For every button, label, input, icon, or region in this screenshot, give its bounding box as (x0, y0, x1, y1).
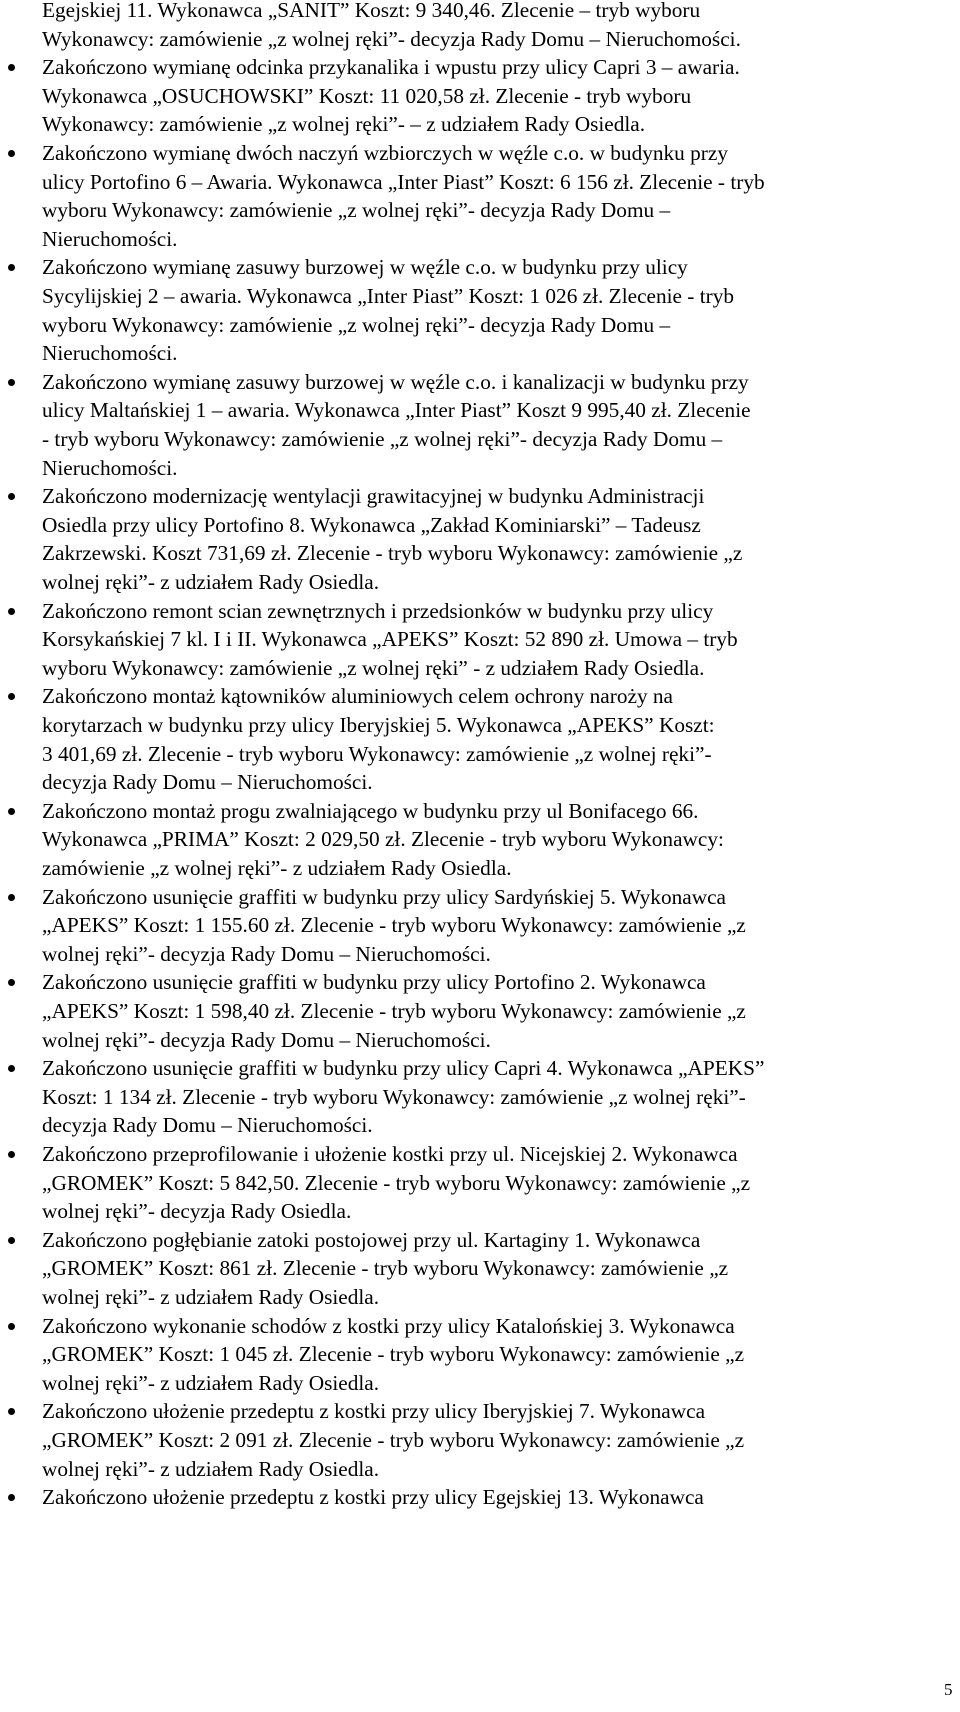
text-line: Wykonawcy: zamówienie „z wolnej ręki”- – z udziałem Rady Osiedla. (42, 112, 646, 137)
text-line: Nieruchomości. (42, 226, 178, 251)
text-line: Egejskiej 11. Wykonawca „SANIT” Koszt: 9 340,46. Zlecenie – tryb wyboru (42, 0, 701, 22)
text-line: Zakończono ułożenie przedeptu z kostki przy ulicy Egejskiej 13. Wykonawca (42, 1485, 704, 1510)
text-line: Zakrzewski. Koszt 731,69 zł. Zlecenie - tryb wyboru Wykonawcy: zamówienie „z (42, 541, 743, 566)
text-line: wolnej ręki”- decyzja Rady Domu – Nieruchomości. (42, 941, 491, 966)
text-line: Zakończono montaż kątowników aluminiowych celem ochrony naroży na (42, 684, 674, 709)
text-line: zamówienie „z wolnej ręki”- z udziałem Rady Osiedla. (42, 856, 512, 880)
text-line: Zakończono modernizację wentylacji grawitacyjnej w budynku Administracji (42, 484, 705, 509)
text-line: decyzja Rady Domu – Nieruchomości. (42, 1113, 373, 1138)
text-line: wyboru Wykonawcy: zamówienie „z wolnej ręki”- decyzja Rady Domu – (42, 312, 671, 337)
text-line: - tryb wyboru Wykonawcy: zamówienie „z wolnej ręki”- decyzja Rady Domu – (42, 427, 723, 451)
text-line: wyboru Wykonawcy: zamówienie „z wolnej ręki”- decyzja Rady Domu – (42, 198, 671, 223)
text-line: Zakończono montaż progu zwalniającego w budynku przy ul Bonifacego 66. (42, 798, 699, 823)
text-line: ulicy Portofino 6 – Awaria. Wykonawca „Inter Piast” Koszt: 6 156 zł. Zlecenie - tryb (42, 169, 765, 194)
bullet-icon (8, 1408, 15, 1415)
bullet-icon (8, 1237, 15, 1244)
text-line: wyboru Wykonawcy: zamówienie „z wolnej ręki” - z udziałem Rady Osiedla. (42, 655, 705, 680)
text-line: wolnej ręki”- z udziałem Rady Osiedla. (42, 570, 380, 594)
text-line: Zakończono usunięcie graffiti w budynku przy ulicy Sardyńskiej 5. Wykonawca (42, 884, 726, 909)
bullet-icon (8, 608, 15, 615)
bullet-icon (8, 264, 15, 271)
text-line: Zakończono wymianę zasuwy burzowej w węźle c.o. w budynku przy ulicy (42, 255, 688, 280)
text-line: Zakończono usunięcie graffiti w budynku przy ulicy Portofino 2. Wykonawca (42, 970, 706, 995)
bullet-icon (8, 1065, 15, 1072)
text-line: korytarzach w budynku przy ulicy Iberyjskiej 5. Wykonawca „APEKS” Koszt: (42, 713, 715, 737)
text-line: wolnej ręki”- z udziałem Rady Osiedla. (42, 1370, 380, 1395)
text-line: Zakończono usunięcie graffiti w budynku przy ulicy Capri 4. Wykonawca „APEKS” (42, 1056, 765, 1081)
text-line: wolnej ręki”- decyzja Rady Domu – Nieruchomości. (42, 1027, 491, 1052)
text-line: „GROMEK” Koszt: 861 zł. Zlecenie - tryb wyboru Wykonawcy: zamówienie „z (42, 1256, 729, 1281)
text-line: Zakończono przeprofilowanie i ułożenie kostki przy ul. Nicejskiej 2. Wykonawca (42, 1142, 738, 1166)
text-line: Nieruchomości. (42, 341, 178, 366)
text-line: Zakończono wymianę zasuwy burzowej w węźle c.o. i kanalizacji w budynku przy (42, 369, 749, 394)
bullet-icon (8, 894, 15, 901)
text-line: Sycylijskiej 2 – awaria. Wykonawca „Inter Piast” Koszt: 1 026 zł. Zlecenie - tryb (42, 284, 735, 308)
text-line: Wykonawcy: zamówienie „z wolnej ręki”- decyzja Rady Domu – Nieruchomości. (42, 26, 741, 51)
bullet-icon (8, 64, 15, 71)
text-line: Korsykańskiej 7 kl. I i II. Wykonawca „APEKS” Koszt: 52 890 zł. Umowa – tryb (42, 627, 738, 652)
text-line: Zakończono wykonanie schodów z kostki przy ulicy Katalońskiej 3. Wykonawca (42, 1313, 735, 1338)
bullet-icon (8, 693, 15, 700)
page-number: 5 (944, 1680, 953, 1699)
bullet-icon (8, 150, 15, 157)
bullet-icon (8, 379, 15, 386)
bullet-icon (8, 1151, 15, 1158)
text-line: Zakończono wymianę odcinka przykanalika i wpustu przy ulicy Capri 3 – awaria. (42, 55, 740, 80)
text-line: wolnej ręki”- z udziałem Rady Osiedla. (42, 1456, 380, 1481)
bullet-icon (8, 1323, 15, 1330)
text-line: „APEKS” Koszt: 1 155.60 zł. Zlecenie - tryb wyboru Wykonawcy: zamówienie „z (42, 913, 746, 938)
text-line: „GROMEK” Koszt: 1 045 zł. Zlecenie - tryb wyboru Wykonawcy: zamówienie „z (42, 1342, 745, 1367)
bullet-icon (8, 1494, 15, 1501)
text-line: „GROMEK” Koszt: 2 091 zł. Zlecenie - tryb wyboru Wykonawcy: zamówienie „z (42, 1428, 745, 1452)
bullet-icon (8, 979, 15, 986)
text-line: Nieruchomości. (42, 455, 178, 480)
text-line: 3 401,69 zł. Zlecenie - tryb wyboru Wykonawcy: zamówienie „z wolnej ręki”- (42, 741, 712, 766)
text-line: Wykonawca „PRIMA” Koszt: 2 029,50 zł. Zlecenie - tryb wyboru Wykonawcy: (42, 827, 724, 852)
text-line: Zakończono pogłębianie zatoki postojowej przy ul. Kartaginy 1. Wykonawca (42, 1227, 701, 1252)
text-line: Zakończono wymianę dwóch naczyń wzbiorczych w węźle c.o. w budynku przy (42, 141, 728, 165)
text-line: Wykonawca „OSUCHOWSKI” Koszt: 11 020,58 zł. Zlecenie - tryb wyboru (42, 83, 692, 108)
text-line: Koszt: 1 134 zł. Zlecenie - tryb wyboru Wykonawcy: zamówienie „z wolnej ręki”- (42, 1084, 746, 1109)
text-line: decyzja Rady Domu – Nieruchomości. (42, 770, 373, 795)
text-line: wolnej ręki”- z udziałem Rady Osiedla. (42, 1285, 380, 1309)
bullet-icon (8, 493, 15, 500)
text-line: wolnej ręki”- decyzja Rady Osiedla. (42, 1199, 352, 1224)
text-line: ulicy Maltańskiej 1 – awaria. Wykonawca „Inter Piast” Koszt 9 995,40 zł. Zlecenie (42, 398, 751, 423)
text-line: „APEKS” Koszt: 1 598,40 zł. Zlecenie - tryb wyboru Wykonawcy: zamówienie „z (42, 999, 746, 1023)
text-line: Zakończono ułożenie przedeptu z kostki przy ulicy Iberyjskiej 7. Wykonawca (42, 1399, 706, 1424)
text-line: Zakończono remont scian zewnętrznych i przedsionków w budynku przy ulicy (42, 598, 714, 623)
text-line: Osiedla przy ulicy Portofino 8. Wykonawca „Zakład Kominiarski” – Tadeusz (42, 512, 701, 537)
text-line: „GROMEK” Koszt: 5 842,50. Zlecenie - tryb wyboru Wykonawcy: zamówienie „z (42, 1170, 751, 1195)
bullet-icon (8, 808, 15, 815)
